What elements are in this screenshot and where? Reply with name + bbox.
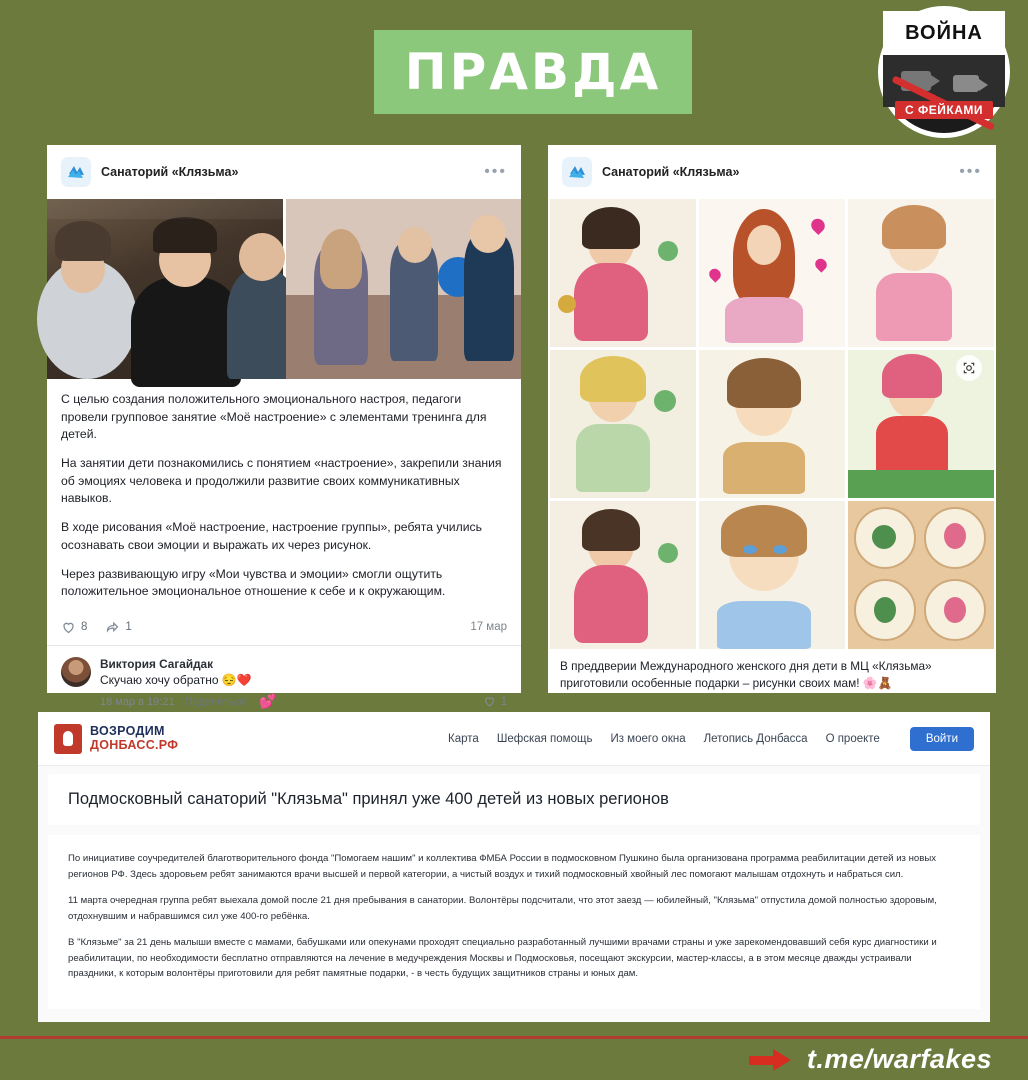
- site-logo-line1: ВОЗРОДИМ: [90, 724, 165, 739]
- comment-share-link[interactable]: Поделиться: [184, 695, 246, 708]
- share-count: 1: [125, 621, 132, 634]
- pravda-badge: [374, 30, 692, 114]
- nav-item-sponsor-help[interactable]: Шефская помощь: [496, 732, 593, 745]
- expand-photo-icon[interactable]: [956, 355, 982, 381]
- vk-author-name[interactable]: Санаторий «Клязьма»: [602, 165, 740, 179]
- photo-gym-ball-activity[interactable]: [286, 199, 522, 379]
- drawing-paper-plates-craft[interactable]: [848, 501, 994, 649]
- article-paragraph: В "Клязьме" за 21 день малыши вместе с мамами, бабушками или опекунами проходят специально разработанный лучшими врачами страны и уже зарекомендовавший себя курс диагностики и реабилитации, по необходимости бесплатно отправляются на лечение в медучреждения Москвы и Подмосковья, посещают экскурсии, мастер-классы, а в этом месяце дважды устраивали праздники, к которым волонтёры приготовили для ребят памятные подарки, - в честь будущих защитников страны и юных дам.: [68, 937, 937, 980]
- avatar[interactable]: [562, 157, 592, 187]
- pravda-label: ПРАВДА: [404, 43, 662, 101]
- post-paragraph: На занятии дети познакомились с понятием «настроение», закрепили знания об эмоциях человека и продолжили развитие своих коммуникативных навыков.: [61, 456, 502, 506]
- telegram-link[interactable]: t.me/warfakes: [806, 1044, 992, 1074]
- article-paragraph: 11 марта очередная группа ребят выехала домой после 21 дня пребывания в санатории. Волонтёры подсчитали, что этот заезд — юбилейный, "Клязьма" отпустила домой полностью здоровым, отдохнувшим и набравшимся сил уже 400-го ребёнка.: [68, 895, 937, 922]
- page-title: Подмосковный санаторий "Клязьма" принял уже 400 детей из новых регионов: [68, 790, 669, 808]
- drawing-girl-blue-eyes[interactable]: [699, 501, 845, 649]
- more-options-icon[interactable]: •••: [484, 163, 507, 180]
- vk-author-name[interactable]: Санаторий «Клязьма»: [101, 165, 239, 179]
- comment-like-button[interactable]: [483, 695, 507, 708]
- post-date: 17 мар: [470, 621, 507, 634]
- article-title-bar: [48, 774, 980, 825]
- vk-post-right: [548, 145, 996, 693]
- site-nav: [448, 727, 974, 751]
- footer: [0, 1039, 1028, 1080]
- more-options-icon[interactable]: •••: [959, 163, 982, 180]
- vk-post-header: [548, 145, 996, 199]
- vk-post-text: [47, 379, 521, 616]
- drawing-girl-long-red-hair[interactable]: [699, 199, 845, 347]
- avatar[interactable]: [61, 157, 91, 187]
- post-paragraph: Через развивающую игру «Мои чувства и эмоции» смогли ощутить положительное эмоциональное отношение к себе и к окружающим.: [61, 566, 446, 599]
- post-paragraph: С целью создания положительного эмоционального настроя, педагоги провели групповое занятие «Моё настроение» с элементами тренинга для детей.: [61, 392, 487, 442]
- website-screenshot: [38, 712, 990, 1022]
- like-count: 8: [81, 621, 88, 634]
- drawings-grid[interactable]: [548, 199, 996, 649]
- drawing-girl-pink-dress-2[interactable]: [550, 501, 696, 649]
- right-arrow-icon: [749, 1049, 793, 1071]
- site-header: [38, 712, 990, 766]
- article-body: [48, 835, 980, 1009]
- crossed-out-camera-icon: [883, 55, 1005, 107]
- comment-text: Скучаю хочу обратно 😔❤️: [100, 672, 252, 687]
- logo-bottom-band: [883, 101, 1005, 119]
- drawing-girl-pink-dress-1[interactable]: [550, 199, 696, 347]
- hand-heart-logo-icon: [54, 724, 82, 754]
- share-icon: [105, 620, 120, 635]
- top-banner: [0, 30, 1028, 120]
- comment-avatar[interactable]: [61, 657, 91, 687]
- site-logo[interactable]: [54, 724, 178, 754]
- photo-classroom-children[interactable]: [47, 199, 283, 379]
- warfakes-logo: [878, 6, 1010, 138]
- heart-icon: [61, 620, 76, 635]
- article-paragraph: По инициативе соучредителей благотворительного фонда "Помогаем нашим" и коллектива ФМБА России в подмосковном Пушкино была организована программа реабилитации детей из новых регионов РФ. Здесь здоровьем ребят занимаются врачи высшей и первой категории, а чистый воздух и тихий подмосковный хвойный лес помогают малышам отдохнуть и набраться сил.: [68, 853, 937, 880]
- vk-post-actions: [47, 616, 521, 645]
- login-button[interactable]: Войти: [910, 727, 974, 751]
- nav-item-from-my-window[interactable]: Из моего окна: [610, 732, 686, 745]
- drawings-caption: В преддверии Международного женского дня дети в МЦ «Клязьма» приготовили особенные подарки – рисунки своих мам! 🌸🧸: [560, 659, 932, 691]
- vk-post-header: [47, 145, 521, 199]
- vk-post-left: [47, 145, 521, 710]
- heart-icon: [483, 695, 496, 708]
- site-logo-line2: ДОНБАСС.РФ: [90, 737, 179, 752]
- camera-icon-2: [953, 75, 979, 92]
- logo-top-text: ВОЙНА: [905, 21, 983, 44]
- nav-item-about[interactable]: О проекте: [825, 732, 880, 745]
- comment-date: 18 мар в 19:21: [100, 695, 175, 708]
- hearts-sticker: 💕: [259, 693, 277, 710]
- comment-author[interactable]: Виктория Сагайдак: [100, 656, 214, 671]
- share-button[interactable]: [105, 620, 131, 635]
- like-button[interactable]: [61, 620, 87, 635]
- post-paragraph: В ходе рисования «Моё настроение, настроение группы», ребята учились осознавать свои эмоции и выражать их через рисунок.: [61, 520, 482, 552]
- logo-top-band: [883, 11, 1005, 55]
- nav-item-donbass-chronicle[interactable]: Летопись Донбасса: [703, 732, 808, 745]
- comment-like-count: 1: [500, 695, 507, 708]
- photo-collage[interactable]: [47, 199, 521, 379]
- nav-item-map[interactable]: Карта: [448, 732, 479, 745]
- drawing-girl-pink-top[interactable]: [848, 199, 994, 347]
- drawing-girl-yellow-hair[interactable]: [550, 350, 696, 498]
- drawing-girl-portrait-smiling[interactable]: [699, 350, 845, 498]
- logo-bottom-text: С ФЕЙКАМИ: [895, 101, 993, 119]
